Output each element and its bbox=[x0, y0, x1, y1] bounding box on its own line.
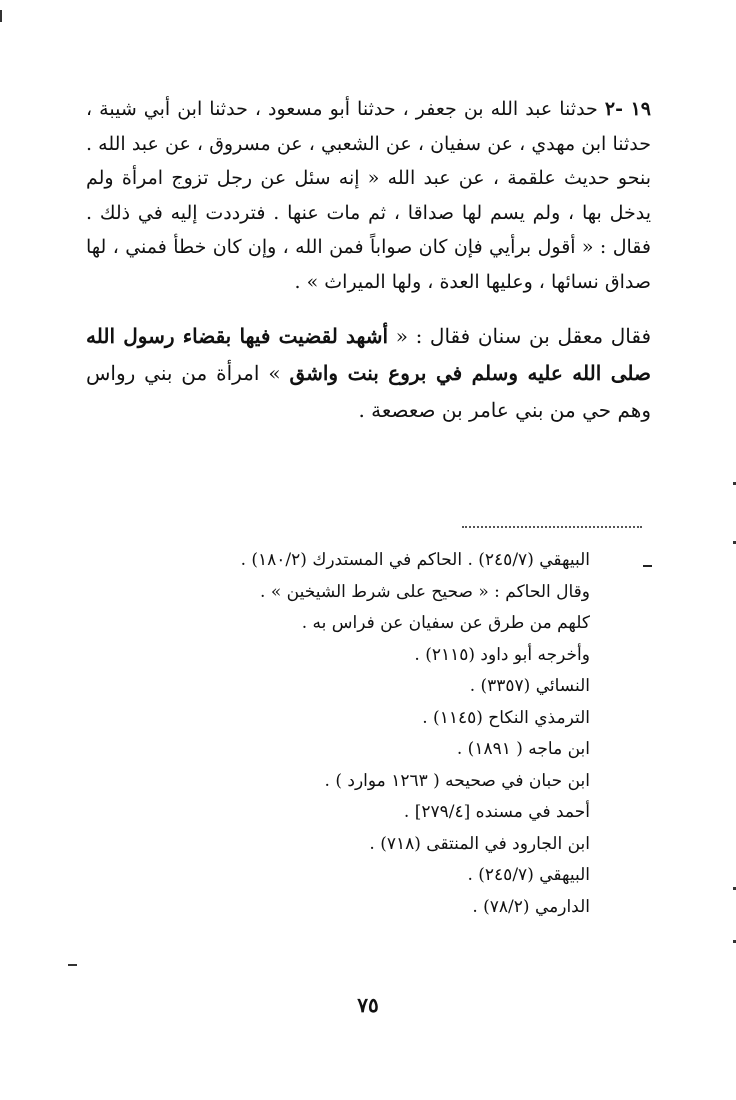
footnote-line: البيهقي (٢٤٥/٧) . الحاكم في المستدرك (١٨٠/٢) . bbox=[240, 550, 590, 570]
footnote-line: وأخرجه أبو داود (٢١١٥) . bbox=[414, 644, 590, 665]
hadith-text: حدثنا عبد الله بن جعفر ، حدثنا أبو مسعود ، حدثنا ابن أبي شيبة ، حدثنا ابن مهدي ، عن سفيان ، عن الشعبي ، عن مسروق ، عن عبد الله . بنحو حديث علقمة ، عن عبد الله « إنه سئل عن رجل تزوج امرأة ولم يدخل بها ، ولم يسم لها صداقا ، ثم مات عنها . فترددت إليه في ذلك . فقال : « أقول برأيي فإن كان صواباً فمن الله ، وإن كان خطأ فمني ، لها صداق نسائها ، وعليها العدة ، ولها الميراث » . bbox=[86, 98, 651, 293]
footnote-line: كلهم من طرق عن سفيان عن فراس به . bbox=[301, 613, 590, 633]
scan-edge-mark bbox=[0, 10, 2, 22]
main-text bbox=[86, 92, 651, 429]
footnote-divider bbox=[462, 526, 642, 528]
footnote-line: الترمذي النكاح (١١٤٥) . bbox=[422, 707, 590, 728]
footnote-line: النسائي (٣٣٥٧) . bbox=[469, 676, 590, 696]
footnotes bbox=[130, 545, 590, 923]
narration-outro: » امرأة من بني رواس وهم حي من بني عامر بن صعصعة . bbox=[86, 360, 651, 422]
hadith-paragraph bbox=[86, 92, 651, 300]
footnote-marker bbox=[643, 565, 652, 567]
hadith-number: ١٩ -٢ bbox=[604, 98, 651, 120]
narration-paragraph bbox=[86, 318, 651, 429]
footnote-line: أحمد في مسنده [٢٧٩/٤] . bbox=[403, 802, 590, 822]
footnote-line: الدارمي (٧٨/٢) . bbox=[472, 896, 590, 917]
footnote-line: البيهقي (٢٤٥/٧) . bbox=[467, 865, 590, 885]
narration-quote: أشهد لقضيت فيها بقضاء رسول الله صلى الله عليه وسلم في بروع بنت واشق bbox=[86, 323, 652, 385]
footnote-line: ابن ماجه ( ١٨٩١) . bbox=[456, 739, 590, 759]
footnote-line: ابن الجارود في المنتقى (٧١٨) . bbox=[369, 833, 590, 854]
page-number: ٧٥ bbox=[357, 993, 379, 1017]
scan-edge-mark bbox=[68, 964, 77, 966]
footnote-line: ابن حبان في صحيحه ( ١٢٦٣ موارد ) . bbox=[324, 770, 590, 791]
narration-intro: فقال معقل بن سنان فقال : « bbox=[395, 323, 652, 348]
footnote-line: وقال الحاكم : « صحيح على شرط الشيخين » . bbox=[260, 581, 590, 602]
